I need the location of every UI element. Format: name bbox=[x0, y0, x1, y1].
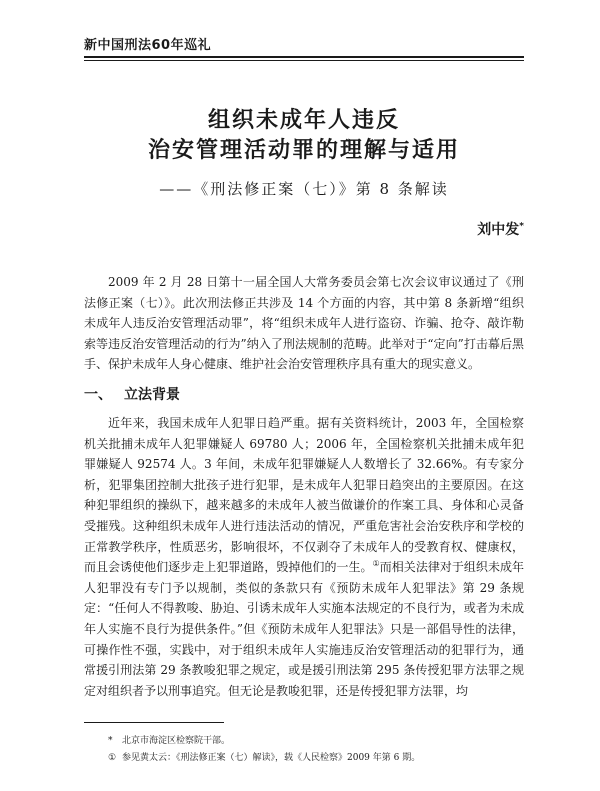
section-title: 立法背景 bbox=[124, 386, 180, 403]
article-subtitle: ——《刑法修正案（七）》第 8 条解读 bbox=[159, 180, 449, 198]
running-header: 新中国刑法60年巡礼 bbox=[84, 38, 212, 53]
footnote-text: 参见黄太云：《刑法修正案（七）解读》，载《人民检察》2009 年第 6 期。 bbox=[122, 753, 421, 763]
author-byline bbox=[477, 219, 524, 239]
footnotes bbox=[108, 733, 524, 767]
header-rule-thick bbox=[84, 56, 524, 58]
footnote-symbol: * bbox=[108, 736, 113, 746]
footnote-symbol: ① bbox=[108, 753, 117, 763]
section-text-part-2: 而相关法律对于组织未成年人犯罪没有专门予以规制，类似的条款只有《预防未成年人犯罪法》第 29 条规定：“任何人不得教唆、胁迫、引诱未成年人实施本法规定的不良行为，或者为未成年人实施不良行为提供条件。”但《预防未成年人犯罪法》只是一部倡导性的法律，可操作性不强，实践中，对于组织未成年人实施违反治安管理活动的犯罪行为，通常援引刑法第 29 条教唆犯罪之规定，或是援引刑法第 295 条传授犯罪方法罪之规定对组织者予以刑事追究。但无论是教唆犯罪，还是传授犯罪方法罪，均 bbox=[84, 560, 524, 698]
section-heading bbox=[84, 385, 524, 405]
header-rule-thin bbox=[84, 60, 524, 61]
article-body bbox=[84, 272, 524, 701]
footnote-separator bbox=[84, 722, 224, 723]
section-paragraph bbox=[84, 413, 524, 701]
footnote-author bbox=[108, 733, 524, 750]
author-name: 刘中发 bbox=[477, 222, 520, 238]
article-title-line-1: 组织未成年人违反 bbox=[207, 108, 400, 133]
intro-paragraph: 2009 年 2 月 28 日第十一届全国人大常务委员会第七次会议审议通过了《刑法修正案（七）》。此次刑法修正共涉及 14 个方面的内容，其中第 8 条新增“组织未成年人违反治安管理活动罪”，将“组织未成年人进行盗窃、诈骗、抢夺、敲诈勒索等违反治安管理活动的行为”纳入了刑法规制的范畴。此举对于“定向”打击幕后黑手、保护未成年人身心健康、维护社会治安管理秩序具有重大的现实意义。 bbox=[84, 275, 524, 372]
footnote-1 bbox=[108, 750, 524, 767]
article-title-line-2: 治安管理活动罪的理解与适用 bbox=[147, 138, 460, 163]
section-text-part-1: 近年来，我国未成年人犯罪日趋严重。据有关资料统计，2003 年，全国检察机关批捕未成年人犯罪嫌疑人 69780 人；2006 年，全国检察机关批捕未成年犯罪嫌疑人 92574 人。3 年间，未成年犯罪嫌疑人人数增长了 32.66%。有专家分析，犯罪集团控制大批孩子进行犯罪，是未成年人犯罪日趋突出的主要原因。在这种犯罪组织的操纵下，越来越多的未成年人被当做谦价的作案工具、身体和心灵备受摧残。这种组织未成年人进行违法活动的情况，严重危害社会治安秩序和学校的正常教学秩序，性质恶劣，影响很坏，不仅剥夺了未成年人的受教育权、健康权，而且会诱使他们逐步走上犯罪道路，毁掉他们的一生。 bbox=[84, 415, 524, 575]
section-number: 一、 bbox=[84, 386, 112, 403]
footnote-text: 北京市海淀区检察院干部。 bbox=[122, 736, 231, 746]
author-footnote-mark: * bbox=[519, 221, 524, 232]
footnote-reference: ① bbox=[372, 559, 380, 569]
